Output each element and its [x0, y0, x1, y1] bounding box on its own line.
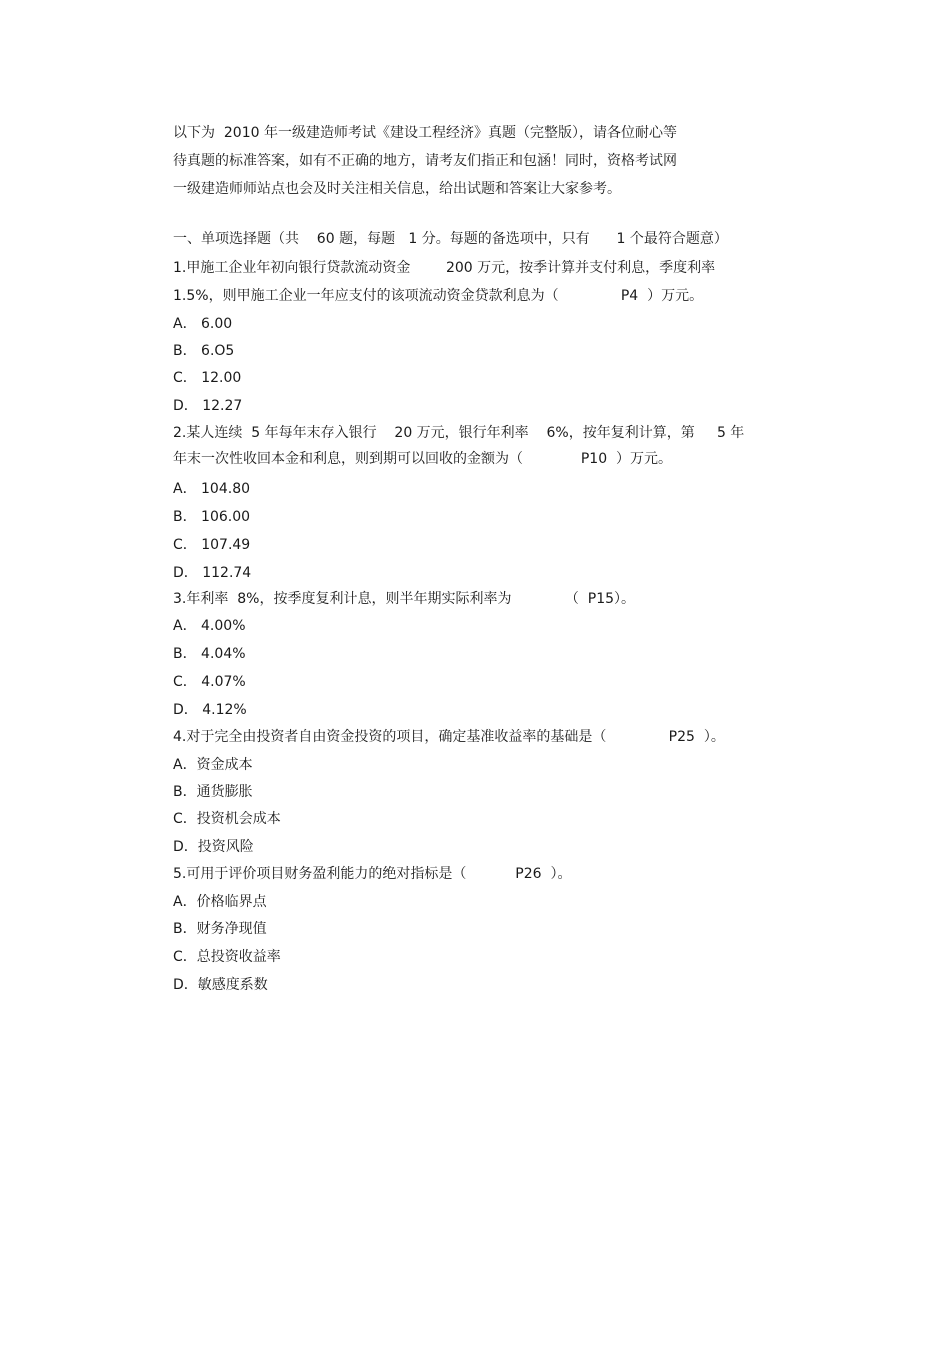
question-2-option-a: A． 104.80	[173, 481, 251, 497]
question-1-option-c: C． 12.00	[173, 370, 242, 386]
question-3-option-d: D． 4.12%	[173, 702, 247, 718]
question-5-option-a: A．价格临界点	[173, 894, 267, 910]
question-3-option-b: B． 4.04%	[173, 646, 246, 662]
question-2-stem-line-2: 年末一次性收回本金和利息，则到期可以回收的金额为（ P10 ）万元。	[173, 451, 673, 467]
question-1-stem-line-1: 1.甲施工企业年初向银行贷款流动资金 200 万元，按季计算并支付利息，季度利率	[173, 260, 716, 276]
question-4-option-a: A．资金成本	[173, 757, 253, 773]
question-5-stem: 5.可用于评价项目财务盈利能力的绝对指标是（ P26 ）。	[173, 866, 572, 882]
intro-line-1: 以下为 2010 年一级建造师考试《建设工程经济》真题（完整版），请各位耐心等	[173, 125, 677, 141]
question-4-option-d: D．投资风险	[173, 839, 254, 855]
intro-line-2: 待真题的标准答案，如有不正确的地方，请考友们指正和包涵！同时，资格考试网	[173, 153, 677, 169]
question-2-stem-line-1: 2.某人连续 5 年每年末存入银行 20 万元，银行年利率 6%，按年复利计算，第 5 年	[173, 425, 745, 441]
section-heading: 一、单项选择题（共 60 题，每题 1 分。每题的备选项中，只有 1 个最符合题意）	[173, 231, 728, 247]
question-4-option-c: C．投资机会成本	[173, 811, 281, 827]
question-3-stem: 3.年利率 8%，按季度复利计息，则半年期实际利率为 （ P15）。	[173, 591, 636, 607]
question-2-option-b: B． 106.00	[173, 509, 251, 525]
question-1-option-d: D． 12.27	[173, 398, 243, 414]
question-1-option-b: B． 6.O5	[173, 343, 235, 359]
question-1-stem-line-2: 1.5%，则甲施工企业一年应支付的该项流动资金贷款利息为（ P4 ）万元。	[173, 288, 704, 304]
question-5-option-b: B．财务净现值	[173, 921, 267, 937]
intro-line-3: 一级建造师师站点也会及时关注相关信息，给出试题和答案让大家参考。	[173, 181, 621, 197]
question-5-option-c: C．总投资收益率	[173, 949, 281, 965]
question-3-option-a: A． 4.00%	[173, 618, 246, 634]
question-4-option-b: B．通货膨胀	[173, 784, 253, 800]
question-2-option-c: C． 107.49	[173, 537, 251, 553]
question-3-option-c: C． 4.07%	[173, 674, 246, 690]
question-1-option-a: A． 6.00	[173, 316, 233, 332]
question-2-option-d: D． 112.74	[173, 565, 252, 581]
question-5-option-d: D．敏感度系数	[173, 977, 268, 993]
question-4-stem: 4.对于完全由投资者自由资金投资的项目，确定基准收益率的基础是（ P25 ）。	[173, 729, 725, 745]
